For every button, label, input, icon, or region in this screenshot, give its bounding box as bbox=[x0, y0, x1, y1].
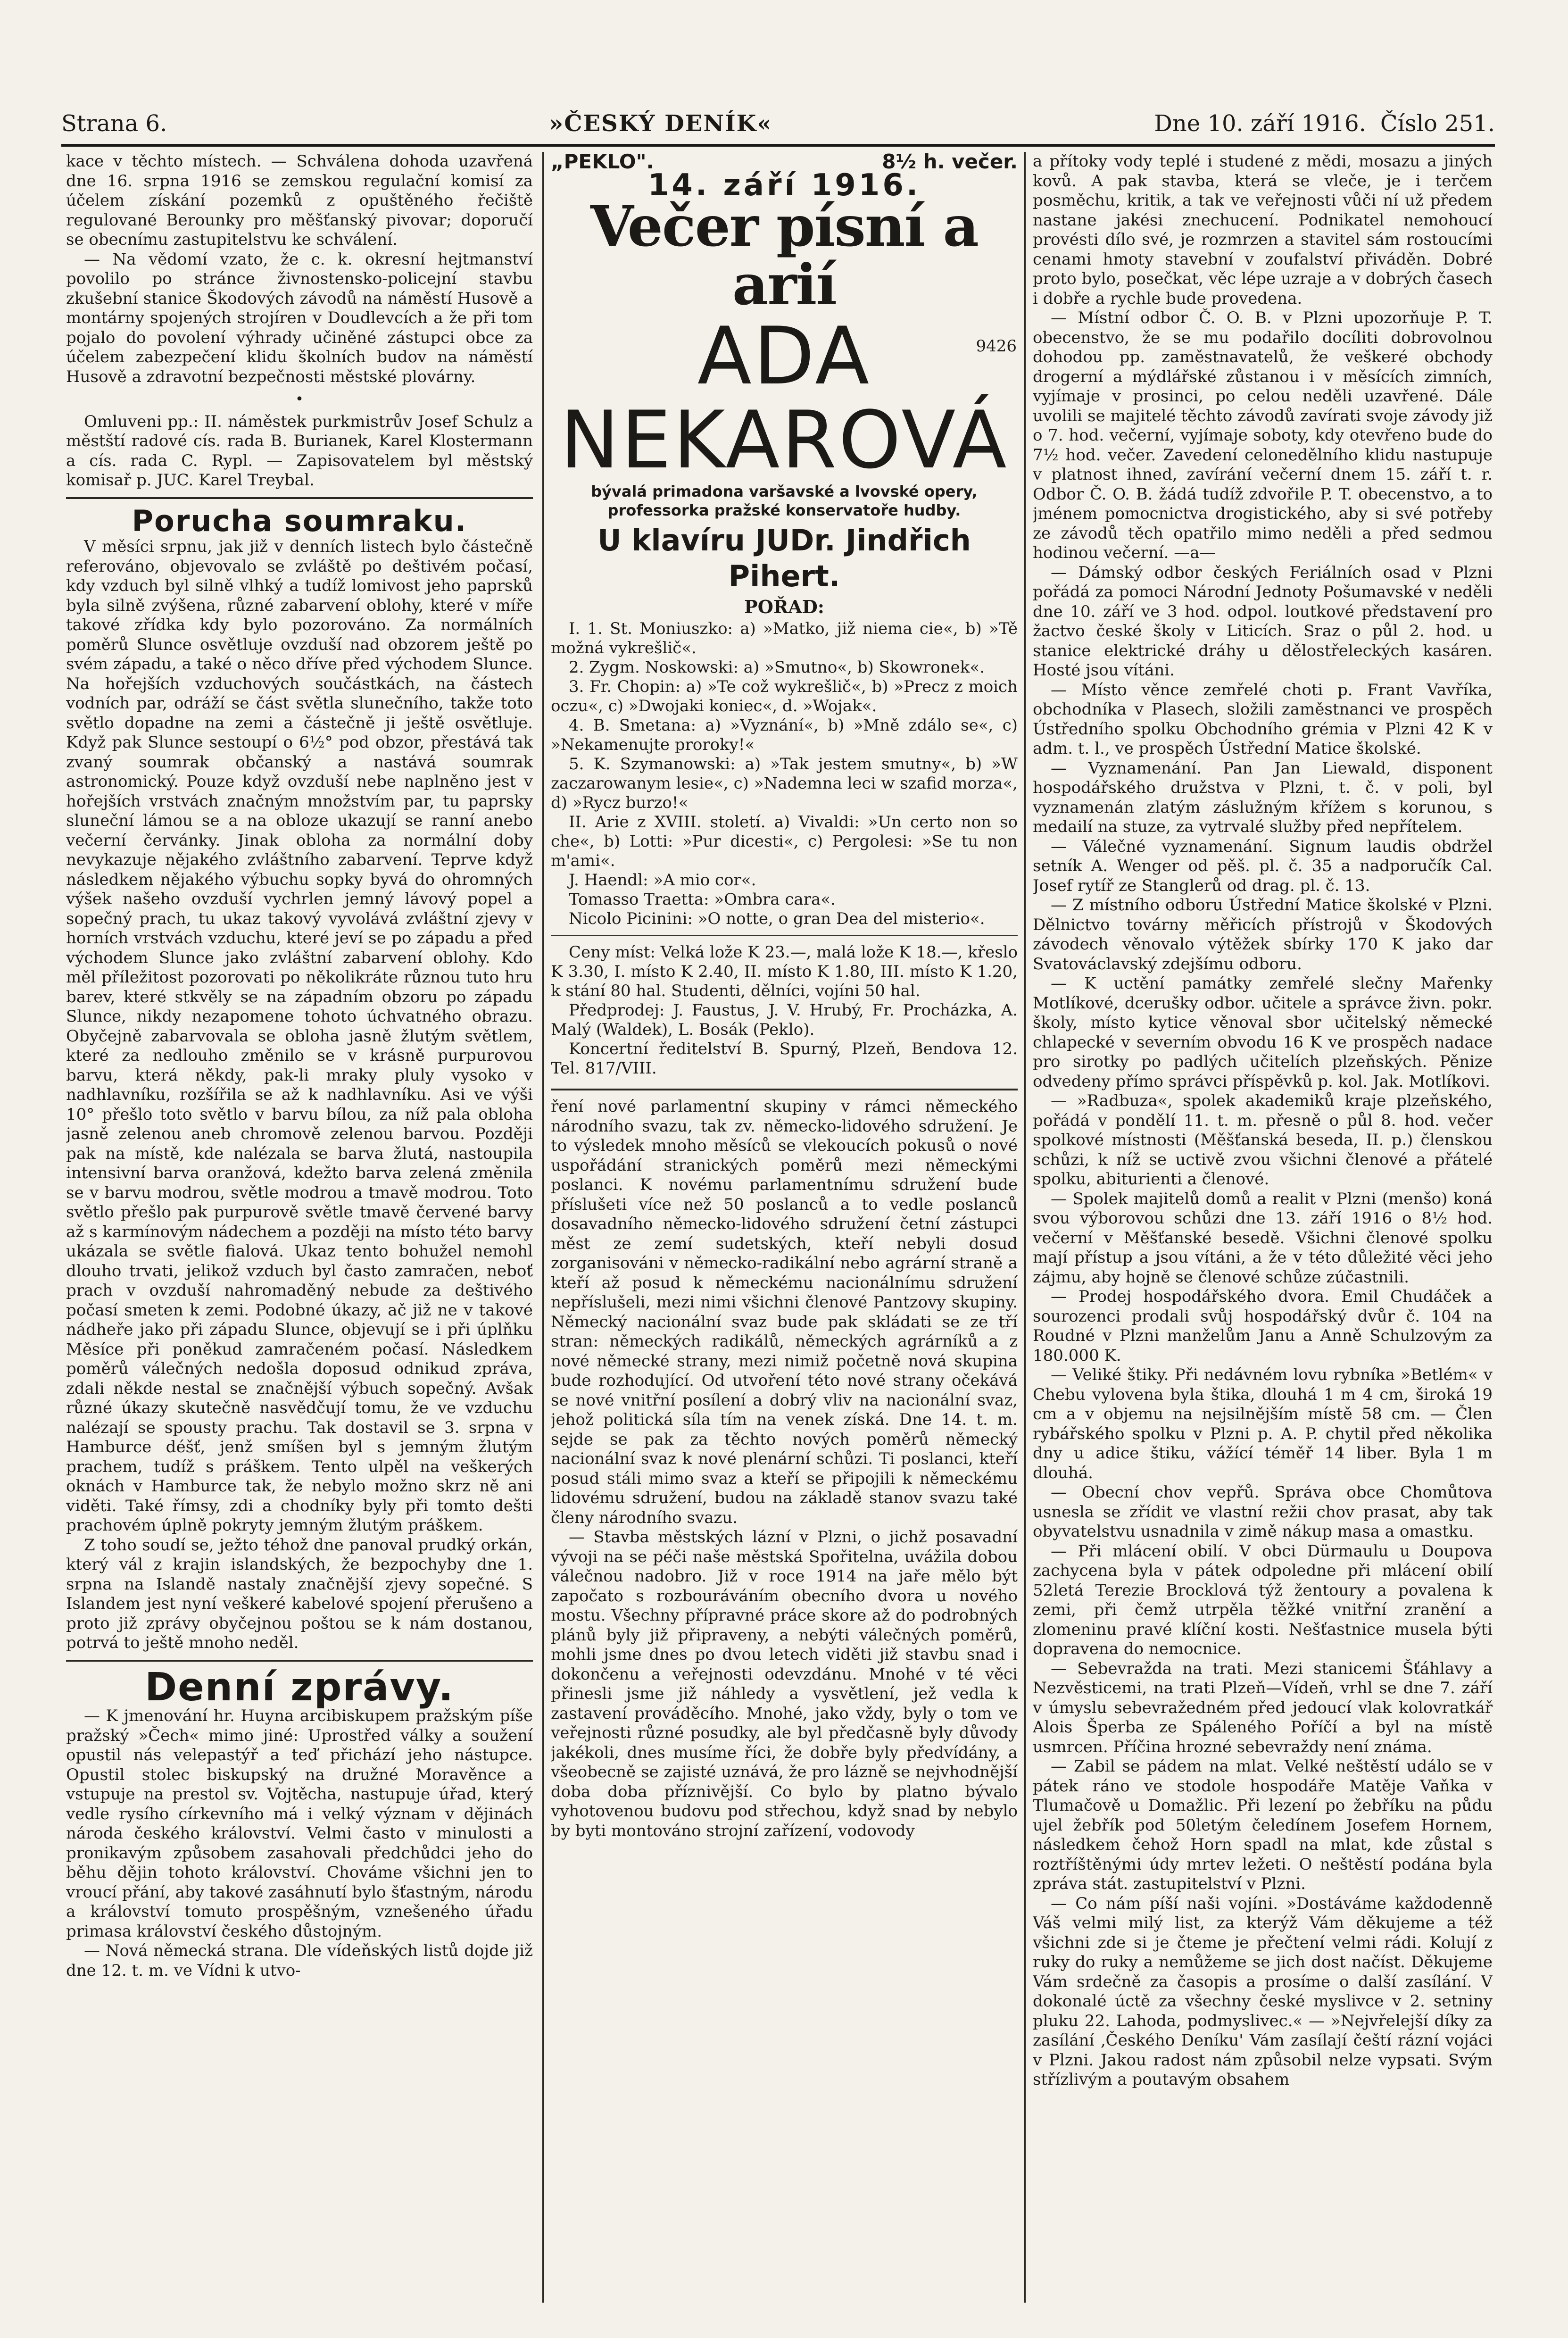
ad-presale: Předprodej: J. Faustus, J. V. Hrubý, Fr. Procházka, A. Malý (Waldek), L. Bosák (Peklo). bbox=[551, 1001, 1018, 1039]
divider bbox=[66, 497, 533, 499]
paragraph: — Na vědomí vzato, že c. k. okresní hejtmanství povolilo po stránce živnostensko-policejní stavbu zkušební stanice Škodových závodů na náměstí Husově a montárny spojených strojíren v Doudlevcích a že při tom pojalo do povolení výhrady učiněné zástupci obce za účelem zabezpečení klidu školních budov na náměstí Husově a zdravotní bezpečnosti městské plovárny. bbox=[66, 250, 533, 386]
column-divider bbox=[542, 152, 544, 2303]
ad-subtitle: bývalá primadona varšavské a lvovské opery, professorka pražské konservatoře hudby. bbox=[591, 483, 978, 519]
ad-date: 14. září 1916. bbox=[647, 168, 921, 203]
ad-time: 8½ h. večer. bbox=[882, 152, 1018, 173]
paragraph: — Stavba městských lázní v Plzni, o jichž posavadní vývoji na se péči naše městská Spořitelna, uvážila dobou válečnou nadobro. Již v roce 1914 na jaře mělo být započato s rozbouráváním obecního dvora u nového mostu. Všechny přípravné práce skore až do podrobných plánů byly již připraveny, a nebýti válečných poměrů, mohli jsme dnes po dvou letech viděti již stavbu snad i dokončenu a veřejnosti odevzdánu. Mnohé v té věci přinesli jsme již náhledy a vysvětlení, jež vedla k zastavení prováděcího. Mnohé, jako vždy, byly o tom ve veřejnosti různé posudky, ale byl předčasně byly důvody jakékoli, dnes musíme říci, že dobře byly předvídány, a všeobecně se zajisté uznává, že pro lázně se nejvhodnější doba doba příznivější. Co bylo by platno bývalo vyhotovenou budovu pod střechou, když snad by nebylo by byti montováno strojní zařízení, vodovody bbox=[551, 1528, 1018, 1840]
column-divider bbox=[1024, 152, 1026, 2303]
header-rule bbox=[61, 144, 1495, 147]
paragraph: ření nové parlamentní skupiny v rámci německého národního svazu, tak zv. německo-lidového sdružení. Je to výsledek mnoho měsíců se vlekoucích pokusů o nové uspořádání stranických poměrů mezi německými poslanci. K novému parlamentnímu sdružení bude příslušeti více než 50 poslanců a to vedle poslanců dosavadního německo-lidového sdružení četní zástupci měst ze zemí sudetských, kteří nebyli dosud zorganisováni v německo-radikální nebo agrární straně a kteří až posud k německému nacionálnímu sdružení nepříslušeli, mezi nimi všichni členové Pantzovy skupiny. Německý nacionální svaz bude pak skládati se ze tří stran: německých radikálů, německých agrárníků a z nové německé strany, mezi nimiž početně nová skupina bude rozhodující. Od utvoření této nové strany očekává se nové vnitřní posílení a dobrý vliv na nacionální svaz, jehož politická síla tím na venek získá. Dne 14. t. m. sejde se pak za těchto nových poměrů německý nacionální svaz k nové plenární schůzi. Ti poslanci, kteří posud stáli mimo svaz a kteří se připojili k německému lidovému sdružení, budou na základě stanov svazu také členy národního svazu. bbox=[551, 1097, 1018, 1527]
ad-prices: Ceny míst: Velká lože K 23.—, malá lože K 18.—, křeslo K 3.30, I. místo K 2.40, II. místo K 1.80, III. místo K 1.20, k stání 80 hal. Studenti, dělníci, vojíni 50 hal. bbox=[551, 943, 1018, 1000]
news-item: — Prodej hospodářského dvora. Emil Chudáček a sourozenci prodali svůj hospodářský dvůr č. 104 na Roudné v Plzni manželům Janu a Anně Schulzovým za 180.000 K. bbox=[1033, 1287, 1493, 1365]
paragraph: V měsíci srpnu, jak již v denních listech bylo částečně referováno, objevovalo se zvláště po deštivém počasí, kdy vzduch byl silně vlhký a tudíž lomivost jeho paprsků byla silně zvýšena, různé zabarvení oblohy, které v míře takové zřídka kdy bylo pozorováno. Za normálních poměrů Slunce osvětluje ovzduší nad obzorem ještě po svém západu, a také o něco dříve před východem Slunce. Na hořejších vzduchových součástkách, na částech vodních par, odráží se část světla slunečního, takže toto světlo dopadne na zemi a částečně ji ještě osvětluje. Když pak Slunce sestoupí o 6½° pod obzor, přestává tak zvaný soumrak občanský a nastává soumrak astronomický. Pouze když ovzduší nebe naplněno jest v hořejších vrstvách značným množstvím par, tu paprsky sluneční lámou se a na obloze ukazují se ranní anebo večerní červánky. Jinak obloha za normální doby nevykazuje nějakého zvláštního zabarvení. Teprve když následkem nějakého výbuchu sopky byvá do ohromných výšek našeho ovzduší vychrlen jemný lávový popel a sopečný prach, tu ukaz takový vyvolává zvláštní zjevy v horních vrstvách vzduchu, které jeví se po západu a před východem Slunce jako zvláštní zabarvení oblohy. Kdo měl příležitost pozorovati po několikráte různou tuto hru barev, které stkvěly se na západním obzoru po západu Slunce, nikdy nezapomene tohoto úchvatného obrazu. Obyčejně zabarvovala se obloha jasně žlutým světlem, které za nedlouho změnilo se v krásně purpurovou barvu, která někdy, pak-li mraky pluly vysoko v nadhlavníku, rozšířila se až k nadhlavníku. Asi ve výši 10° přešlo toto světlo v barvu bílou, za níž pala obloha jasně zelenou aneb chromově zelenou barvou. Později pak na místě, kde nalézala se barva žlutá, nastoupila intensivní barva oranžová, kdežto barva zelená změnila se v barvu modrou, světle modrou a tmavě modrou. Toto světlo přešlo pak purpurově světle tmavě červené barvy až s karmínovým nádechem a později na místo této barvy ukázala se světle fialová. Ukaz tento bohužel nemohl dlouho trvati, jelikož vzduch byl často zamračen, neboť prach v ovzduší nahromaděný nebude za deštivého počasí smeten k zemi. Podobné úkazy, ač již ne v takové nádheře jako při západu Slunce, objevují se i při úplňku Měsíce při poněkud zamračeném počasí. Následkem poměrů válečných nedošla doposud odnikud zpráva, zdali někde nestal se značnější výbuch sopečný. Avšak různé úkazy skutečně nasvědčují tomu, že ve vzduchu nalézají se spousty prachu. Tak dostavil se 3. srpna v Hamburce déšť, jenž smíšen byl s jemným žlutým prachem, tudíž s práškem. Tento ulpěl na veškerých oknách v Hamburce tak, že nebylo možno skrz ně ani viděti. Také římsy, zdi a chodníky byly při tomto dešti prachovém úplně pokryty jemným žlutým práškem. bbox=[66, 537, 533, 1535]
ad-name-block bbox=[551, 310, 1018, 486]
section-title: Denní zprávy. bbox=[145, 1664, 454, 1710]
program-item: Tomasso Traetta: »Ombra cara«. bbox=[569, 890, 836, 909]
ad-venue: „PEKLO". bbox=[551, 152, 654, 173]
news-item: — Místo věnce zemřelé choti p. Frant Vavříka, obchodníka v Plasech, složili zaměstnanci ve prospěch Ústředního spolku Obchodního grémia v Plzni 42 K v adm. t. l., ve prospěch Ústřední Matice školské. bbox=[1033, 680, 1493, 758]
ad-accompanist: U klavíru JUDr. Jindřich Pihert. bbox=[597, 523, 971, 593]
ad-name-first: ADA bbox=[697, 310, 871, 402]
news-item: — Dámský odbor českých Feriálních osad v Plzni pořádá za pomoci Národní Jednoty Pošumavské v neděli dne 10. září ve 3 hod. odpol. loutkové představení pro žactvo české školy v Liticích. Sraz o půl 2. hod. u stanice elektrické dráhy u dělostřeleckých kasáren. Hosté jsou vítáni. bbox=[1033, 563, 1493, 680]
page-number: Strana 6. bbox=[61, 110, 167, 137]
program-item: 2. Zygm. Noskowski: a) »Smutno«, b) Skowronek«. bbox=[569, 658, 985, 677]
column-2 bbox=[551, 152, 1018, 2303]
separator-star: • bbox=[295, 391, 304, 408]
article-title: Porucha soumraku. bbox=[132, 503, 467, 538]
program-item: 4. B. Smetana: a) »Vyznání«, b) »Mně zdálo se«, c) »Nekamenujte proroky!« bbox=[551, 716, 1018, 754]
ad-program-title: POŘAD: bbox=[744, 596, 824, 617]
news-item: — Místní odbor Č. O. B. v Plzni upozorňuje P. T. obecenstvo, že se mu podařilo docíliti dobrovolnou dohodou pp. zaměstnavatelů, že veškeré obchody drogerní a mýdlářské zůstanou i v měsících zimních, vyjímaje v prosinci, po celou neděli uzavřené. Dále uvolili se majitelé těchto závodů zavírati svoje závody již o 7. hod. večerní, vyjímaje soboty, kdy otevřeno bude do 7½ hod. večer. Zavedení celonedělního klidu nastupuje v platnost ihned, zavírání večerní dnem 15. září t. r. Odbor Č. O. B. žádá tudíž zdvořile P. T. obecenstvo, a to jménem pomocnictva drogistického, aby si své potřeby ze závodů těch opatřilo mimo neděli a před sedmou hodinou večerní. —a— bbox=[1033, 308, 1493, 562]
news-item: — Co nám píší naši vojíni. »Dostáváme každodenně Váš velmi milý list, za kterýž Vám děkujeme a též všichni zde si je čteme je přečtení velmi rádi. Kolují z ruky do ruky a nemůžeme se jich dost načíst. Děkujeme Vám srdečně za časopis a prosíme o další zasílání. V dokonalé úctě za všechny české myslivce v 2. setniny pluku 22. Lahoda, podmyslivec.« — »Nejvřelejší díky za zasílání ‚Českého Deníku' Vám zasílají čeští rázní vojáci v Plzni. Jakou radost nám způsobil nelze vypsati. Svým střízlivým a poutavým obsahem bbox=[1033, 1894, 1493, 2089]
news-item: — Válečné vyznamenání. Signum laudis obdržel setník A. Wenger od pěš. pl. č. 35 a nadporučík Cal. Josef rytíř ze Stanglerů od drag. pl. č. 13. bbox=[1033, 837, 1493, 895]
issue-number: Číslo 251. bbox=[1380, 110, 1495, 137]
paragraph: a přítoky vody teplé i studené z mědi, mosazu a jiných kovů. A pak stavba, která se vleče, je i terčem posměchu, kritik, a tak ve veřejnosti vůči ní už předem nastane jakési znechucení. Podnikatel nemohoucí provésti dílo své, je rozmrzen a stavitel sám rostoucími cenami hmoty stavební v zoufalství přiváděn. Dobré proto bylo, posečkat, věc lépe uzraje a v dobrých časech i dobře a rychle bude provedena. bbox=[1033, 152, 1493, 308]
news-item: — Veliké štiky. Při nedávném lovu rybníka »Betlém« v Chebu vylovena byla štika, dlouhá 1 m 4 cm, široká 19 cm a v objemu na nejsilnějším místě 58 cm. — Člen rybářského spolku v Plzni p. A. P. chytil před několika dny u adice štiku, vážící téměř 14 liber. Byla 1 m dlouhá. bbox=[1033, 1365, 1493, 1482]
news-item: — K uctění památky zemřelé slečny Mařenky Motlíkové, dcerušky odbor. učitele a správce živn. pokr. školy, místo kytice věnoval sbor učitelský německé chlapecké v severním obvodu 16 K ve prospěch nadace pro sirotky po padlých učitelích plzeňských. Pěnize odvedeny přímo správci příspěvků p. kol. Jak. Motlíkovi. bbox=[1033, 974, 1493, 1091]
news-item: — Z místního odboru Ústřední Matice školské v Plzni. Dělnictvo továrny měřicích přístrojů v Škodových závodech věnovalo výtěžek sbírky 170 K jako dar Svatováclavský zdejšímu odboru. bbox=[1033, 896, 1493, 973]
ad-code: 9426 bbox=[976, 337, 1017, 356]
paragraph: — K jmenování hr. Huyna arcibiskupem pražským píše pražský »Čech« mimo jiné: Uprostřed války a soužení opustil nás velepastýř a teď přichází jeho nástupce. Opustil stolec biskupský na družné Moravěnce a vstupuje na prestol sv. Vojtěcha, nastupuje úřad, který vedle rysího církevního má i velký význam v dějinách národa českého království. Velmi často v minulosti a pronikavým způsobem zasahovali předchůdci jeho do běhu dějin tohoto království. Chováme všichni jen to vroucí přání, aby takové zasáhnutí bylo šťastným, národu a království tomuto prospěšným, vznešeného úřadu primasa království českého důstojným. bbox=[66, 1706, 533, 1941]
paragraph: kace v těchto místech. — Schválena dohoda uzavřená dne 16. srpna 1916 se zemskou regulační komisí za účelem získání pozemků z opuštěného řečiště regulované Berounky pro měšťanský pivovar; doporučí se obecnímu zastupitelstvu ke schválení. bbox=[66, 152, 533, 249]
program-item: II. Arie z XVIII. století. a) Vivaldi: »Un certo non so che«, b) Lotti: »Pur dicesti«, c) Pergolesi: »Se tu non m'ami«. bbox=[551, 813, 1018, 870]
column-1 bbox=[66, 152, 533, 2303]
paragraph: — Nová německá strana. Dle vídeňských listů dojde již dne 12. t. m. ve Vídni k utvo- bbox=[66, 1941, 533, 1980]
program-item: 3. Fr. Chopin: a) »Te což wykrešlič«, b) »Precz z moich oczu«, c) »Dwojaki koniec«, d. »Wojak«. bbox=[551, 677, 1018, 716]
news-item: — Obecní chov vepřů. Správa obce Chomůtova usnesla se zřídit ve vlastní režii chov prasat, aby tak obyvatelstvu usnadnila v zimě nákup masa a omastku. bbox=[1033, 1483, 1493, 1541]
page-header bbox=[61, 105, 1495, 142]
news-item: — Při mlácení obilí. V obci Dürmaulu u Doupova zachycena byla v pátek odpoledne při mlácení obilí 52letá Terezie Brocklová týž žentoury a povalena k zemi, při čemž utrpěla těžké vnitřní zranění a zlomeninu pravé klíční kosti. Nešťastnice musela býti dopravena do nemocnice. bbox=[1033, 1541, 1493, 1658]
column-3 bbox=[1033, 152, 1493, 2303]
news-item: — Spolek majitelů domů a realit v Plzni (menšo) koná svou výborovou schůzi dne 13. září 1916 o 8½ hod. večerní v Měšťanské besedě. Všichni členové spolku mají přístup a jsou vítáni, a že v této důležité věci jeho zájmu, aby hojně se členové schůze zúčastnili. bbox=[1033, 1189, 1493, 1287]
news-item: — Sebevražda na trati. Mezi stanicemi Šťáhlavy a Nezvěsticemi, na trati Plzeň—Vídeň, vrhl se dne 7. září v úmyslu sebevražedném před jedoucí vlak kolovratkář Alois Šperba ze Spáleného Poříčí a byl na místě usmrcen. Příčina hrozné sebevraždy není známa. bbox=[1033, 1659, 1493, 1756]
divider bbox=[551, 1089, 1018, 1090]
divider bbox=[551, 935, 1018, 936]
ad-name-last: NEKAROVÁ bbox=[560, 394, 1009, 486]
program-item: 5. K. Szymanowski: a) »Tak jestem smutny«, b) »W zaczarowanym lesie«, c) »Nademna leci w szafid morza«, d) »Rycz burzo!« bbox=[551, 755, 1018, 812]
news-item: — Zabil se pádem na mlat. Velké neštěstí událo se v pátek ráno ve stodole hospodáře Matěje Vaňka v Tlumačově u Domažlic. Při lezení po žebříku na půdu ujel žebřík pod 50letým čeledínem Josefem Hornem, následkem čehož Horn spadl na mlat, kde zůstal s roztříštěnými údy mrtev ležeti. O neštěstí podána byla zpráva stát. zastupitelství v Plzni. bbox=[1033, 1757, 1493, 1893]
newspaper-name: »ČESKÝ DENÍK« bbox=[549, 110, 772, 137]
divider bbox=[66, 1660, 533, 1662]
ad-direction: Koncertní ředitelství B. Spurný, Plzeň, Bendova 12. Tel. 817/VIII. bbox=[551, 1040, 1018, 1078]
news-item: — Vyznamenání. Pan Jan Liewald, disponent hospodářského družstva v Plzni, t. č. v poli, byl vyznamenán zlatým záslužným křížem s korunou, s medailí na stuze, za vytrvalé služby před nepřítelem. bbox=[1033, 758, 1493, 836]
program-item: Nicolo Picinini: »O notte, o gran Dea del misterio«. bbox=[569, 909, 985, 928]
news-item: — »Radbuza«, spolek akademiků kraje plzeňského, pořádá v pondělí 11. t. m. přesně o půl 8. hod. večer spolkové místnosti (Měšťanská beseda, II. p.) členskou schůzi, k níž se uctivě zvou všichni členové a přátelé spolku, abiturienti a členové. bbox=[1033, 1091, 1493, 1189]
issue-date: Dne 10. září 1916. bbox=[1154, 110, 1366, 137]
paragraph: Omluveni pp.: II. náměstek purkmistrův Josef Schulz a městští radové cís. rada B. Burianek, Karel Klostermann a cís. rada C. Rypl. — Zapisovatelem byl městský komisař p. JUC. Karel Treybal. bbox=[66, 412, 533, 490]
paragraph: Z toho soudí se, ježto téhož dne panoval prudký orkán, který vál z krajin islandských, že bezpochyby dne 1. srpna na Islandě nastaly značnější zjevy sopečné. S Islandem jest nyní veškeré kabelové spojení přerušeno a proto již zprávy obyčejnou poštou se k nám dostanou, potrvá to ještě mnoho neděl. bbox=[66, 1535, 533, 1652]
program-item: I. 1. St. Moniuszko: a) »Matko, již niema cie«, b) »Tě možná vykrešlič«. bbox=[551, 619, 1018, 657]
program-item: J. Haendl: »A mio cor«. bbox=[569, 871, 756, 890]
issue-info bbox=[1154, 110, 1495, 137]
ad-title: Večer písní a arií bbox=[590, 193, 978, 317]
concert-advertisement bbox=[551, 152, 1018, 1078]
